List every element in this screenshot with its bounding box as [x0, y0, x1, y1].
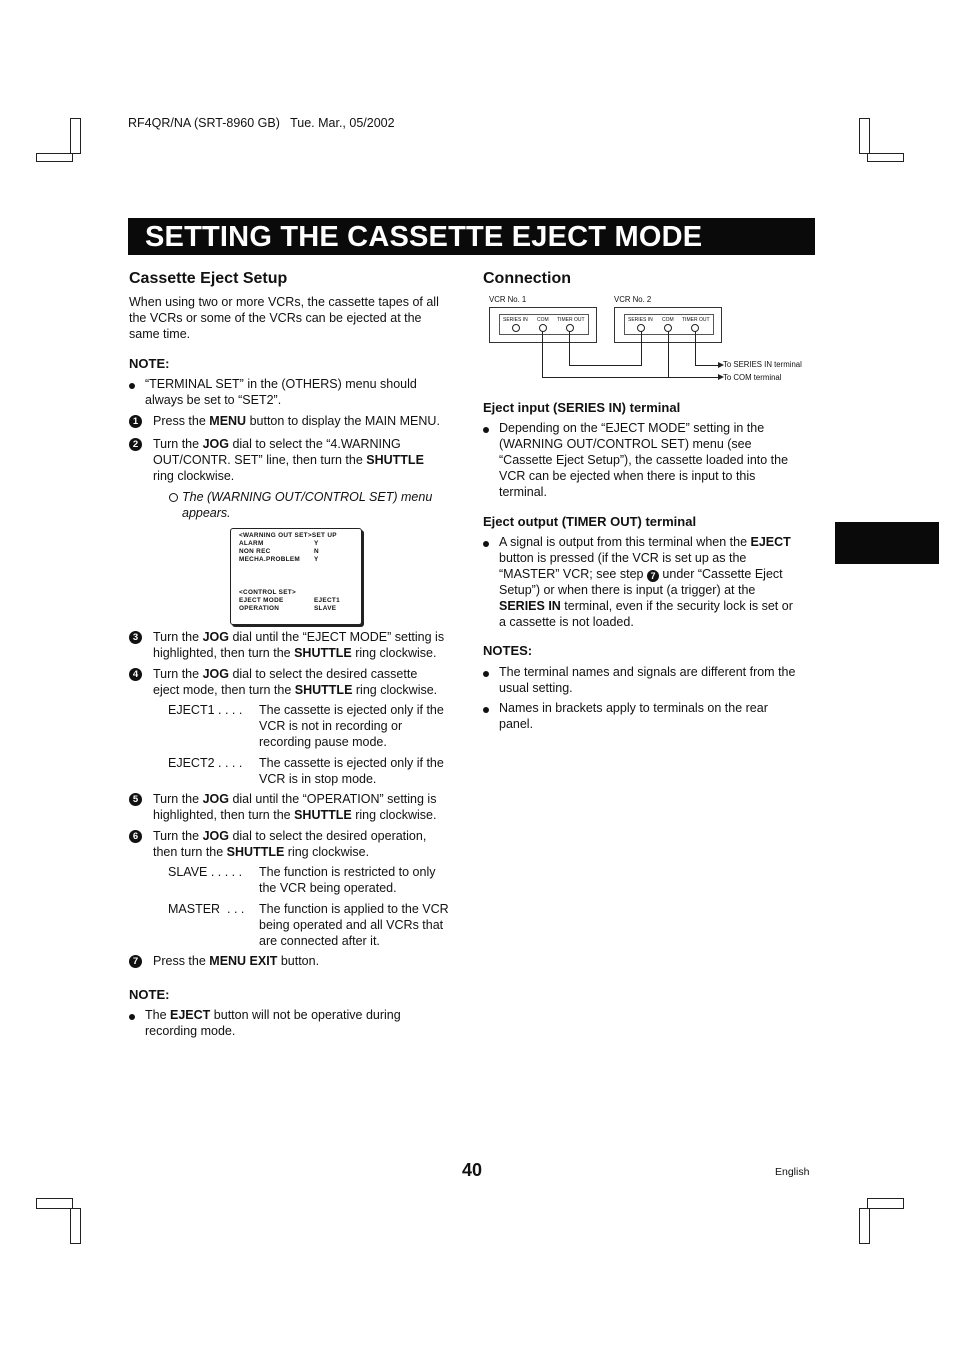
- text: dial until the “EJECT MODE” setting is: [228, 630, 445, 644]
- step-text: [153, 792, 436, 808]
- note-line: “TERMINAL SET” in the (OTHERS) menu should: [145, 377, 417, 391]
- body-line: VCR can be ejected when there is input to this: [499, 469, 756, 483]
- note-line: always be set to “SET2”.: [145, 393, 282, 407]
- text: OUT/CONTR. SET” line, then turn the: [153, 453, 367, 467]
- bold-text: MENU: [209, 414, 247, 428]
- note-line: [145, 1008, 401, 1024]
- text: highlighted, then turn the: [153, 808, 295, 822]
- result-circle-icon: [169, 493, 178, 502]
- bold-text: SHUTTLE: [294, 808, 352, 822]
- step-text: [153, 829, 426, 845]
- step-text: [153, 808, 436, 824]
- bold-text: SHUTTLE: [366, 453, 424, 467]
- note-line: Names in brackets apply to terminals on the rear: [499, 701, 768, 715]
- terminal-label: COM: [662, 317, 674, 323]
- bullet-dot: [483, 541, 489, 547]
- crop-mark: [859, 118, 870, 154]
- step-text: [153, 414, 440, 430]
- step-text: [153, 667, 417, 683]
- terminal-label: TIMER OUT: [557, 317, 585, 323]
- document-code: RF4QR/NA (SRT-8960 GB) Tue. Mar., 05/2002: [128, 116, 395, 130]
- crop-mark: [867, 1198, 904, 1209]
- text: under “Cassette Eject: [658, 567, 783, 581]
- note-line: usual setting.: [499, 681, 573, 695]
- text: ring clockwise.: [352, 683, 438, 697]
- text: Press the: [153, 414, 210, 428]
- text: Press the: [153, 954, 210, 968]
- text: button will not be operative during: [210, 1008, 401, 1022]
- screen-row: N: [314, 548, 319, 555]
- text: ring clockwise.: [284, 845, 370, 859]
- terminal-jack-icon: [539, 324, 547, 332]
- option-term: SLAVE . . . . .: [168, 865, 243, 879]
- option-desc: The function is applied to the VCR: [259, 902, 449, 916]
- wire-label: To SERIES IN terminal: [723, 360, 802, 369]
- step-5: [129, 792, 459, 824]
- step-number: 2: [129, 438, 142, 451]
- wire: [695, 365, 720, 366]
- body-line: [499, 599, 793, 615]
- wire: [668, 331, 669, 378]
- option-desc: VCR is not in recording or: [259, 719, 403, 733]
- notes-bullet: [483, 665, 813, 697]
- text: A signal is output from this terminal when the: [499, 535, 751, 549]
- screen-row: Y: [314, 540, 319, 547]
- bold-text: SHUTTLE: [226, 845, 285, 859]
- intro-line: the VCRs or some of the VCRs can be ejected at the: [129, 311, 422, 325]
- bold-text: JOG: [202, 792, 229, 806]
- text: terminal, even if the security lock is set or: [560, 599, 793, 613]
- text: dial to select the “4.WARNING: [228, 437, 401, 451]
- body-line: (WARNING OUT/CONTROL SET) menu (see: [499, 437, 752, 451]
- option-desc: are connected after it.: [259, 934, 380, 948]
- step-number: 1: [129, 415, 142, 428]
- text: The: [145, 1008, 171, 1022]
- connection-diagram: [485, 293, 815, 385]
- bold-text: JOG: [202, 667, 229, 681]
- text: Turn the: [153, 792, 203, 806]
- crop-mark: [36, 1198, 73, 1209]
- terminal-label: COM: [537, 317, 549, 323]
- page-number: 40: [462, 1160, 483, 1180]
- option-desc: The function is restricted to only: [259, 865, 436, 879]
- step-4: [129, 667, 459, 699]
- option-desc: The cassette is ejected only if the: [259, 756, 444, 770]
- step-text: [153, 453, 424, 469]
- crop-mark: [70, 118, 81, 154]
- section-heading: Cassette Eject Setup: [129, 270, 288, 287]
- option-desc: VCR is in stop mode.: [259, 772, 377, 786]
- vcr-label: VCR No. 1: [489, 295, 527, 304]
- crop-mark: [70, 1208, 81, 1244]
- note-heading: NOTE:: [129, 356, 170, 371]
- note-line: recording mode.: [145, 1024, 236, 1038]
- step-text: [153, 437, 401, 453]
- body-line: a cassette is not loaded.: [499, 615, 634, 629]
- body-line: [499, 567, 783, 583]
- step-text: ring clockwise.: [153, 469, 235, 483]
- step-7: [129, 954, 459, 970]
- option-term: EJECT1 . . . .: [168, 703, 243, 717]
- text: dial to select the desired operation,: [228, 829, 427, 843]
- notes-heading: NOTES:: [483, 643, 533, 658]
- body-line: terminal.: [499, 485, 547, 499]
- text: dial to select the desired cassette: [228, 667, 418, 681]
- menu-screen: [230, 528, 362, 625]
- step-text: [153, 845, 369, 861]
- bold-text: JOG: [202, 630, 229, 644]
- wire: [569, 365, 641, 366]
- terminal-jack-icon: [512, 324, 520, 332]
- text: “MASTER” VCR; see step: [499, 567, 647, 581]
- option-desc: The cassette is ejected only if the: [259, 703, 444, 717]
- screen-row: EJECT1: [314, 597, 340, 604]
- bullet-dot: [483, 671, 489, 677]
- bullet-dot: [129, 383, 135, 389]
- screen-row: SLAVE: [314, 605, 337, 612]
- screen-row: <CONTROL SET>: [239, 589, 297, 596]
- subsection-heading: Eject input (SERIES IN) terminal: [483, 400, 681, 415]
- bullet-dot: [483, 707, 489, 713]
- step-number: 3: [129, 631, 142, 644]
- note-bullet: [129, 1008, 459, 1040]
- note-bullet: [129, 377, 459, 409]
- bold-text: JOG: [202, 829, 229, 843]
- step-number: 7: [129, 955, 142, 968]
- crop-mark: [859, 1208, 870, 1244]
- body-line: Depending on the “EJECT MODE” setting in the: [499, 421, 765, 435]
- page-title: SETTING THE CASSETTE EJECT MODE: [145, 221, 703, 253]
- section-tab: [835, 522, 939, 564]
- bullet-dot: [483, 427, 489, 433]
- step-text: [153, 954, 319, 970]
- option-desc: being operated and all VCRs that: [259, 918, 444, 932]
- body-line: “Cassette Eject Setup”), the cassette loaded into the: [499, 453, 789, 467]
- step-number: 6: [129, 830, 142, 843]
- body-line: button is pressed (if the VCR is set up as the: [499, 551, 747, 565]
- step-6: [129, 829, 459, 861]
- screen-row: <WARNING OUT SET>SET UP: [239, 532, 337, 539]
- screen-row: ALARM: [239, 540, 264, 547]
- text: Turn the: [153, 437, 203, 451]
- bold-text: SERIES IN: [499, 599, 561, 613]
- bold-text: SHUTTLE: [294, 683, 353, 697]
- text: ring clockwise.: [351, 808, 437, 822]
- subsection-heading: Eject output (TIMER OUT) terminal: [483, 514, 697, 529]
- text: ring clockwise.: [351, 646, 437, 660]
- screen-row: MECHA.PROBLEM: [239, 556, 301, 563]
- body-line: [499, 535, 791, 551]
- step-1: [129, 414, 459, 430]
- note-heading: NOTE:: [129, 987, 170, 1002]
- option-desc: the VCR being operated.: [259, 881, 397, 895]
- result-line: appears.: [182, 506, 231, 520]
- option-term: EJECT2 . . . .: [168, 756, 243, 770]
- screen-row: EJECT MODE: [239, 597, 284, 604]
- step-2: [129, 437, 459, 485]
- eject-input-bullet: [483, 421, 813, 501]
- text: then turn the: [153, 845, 227, 859]
- text: Turn the: [153, 630, 203, 644]
- option-desc: recording pause mode.: [259, 735, 387, 749]
- body-line: Setup”) or when there is input (a trigger) at the: [499, 583, 756, 597]
- bold-text: EJECT: [170, 1008, 211, 1022]
- language-label: English: [775, 1166, 810, 1178]
- text: Turn the: [153, 829, 203, 843]
- wire: [542, 377, 720, 378]
- bold-text: MENU EXIT: [209, 954, 278, 968]
- text: button.: [277, 954, 320, 968]
- intro-line: same time.: [129, 327, 191, 341]
- terminal-label: SERIES IN: [628, 317, 653, 323]
- step-number: 5: [129, 793, 142, 806]
- step-ref-badge: 7: [647, 570, 659, 582]
- wire-label: To COM terminal: [723, 373, 782, 382]
- section-heading: Connection: [483, 270, 571, 287]
- vcr-label: VCR No. 2: [614, 295, 652, 304]
- terminal-jack-icon: [566, 324, 574, 332]
- screen-row: Y: [314, 556, 319, 563]
- screen-row: NON REC: [239, 548, 271, 555]
- result-line: The (WARNING OUT/CONTROL SET) menu: [182, 490, 433, 504]
- step-text: [153, 630, 444, 646]
- text: dial until the “OPERATION” setting is: [228, 792, 437, 806]
- bullet-dot: [129, 1014, 135, 1020]
- notes-bullet: [483, 701, 813, 733]
- eject-output-bullet: [483, 535, 813, 631]
- wire: [641, 331, 642, 366]
- crop-mark: [867, 153, 904, 162]
- wire: [695, 331, 696, 365]
- note-line: panel.: [499, 717, 534, 731]
- wire: [542, 331, 543, 377]
- screen-row: OPERATION: [239, 605, 280, 612]
- terminal-label: TIMER OUT: [682, 317, 710, 323]
- step-text: [153, 683, 437, 699]
- intro-line: When using two or more VCRs, the cassette tapes of all: [129, 295, 439, 309]
- text: highlighted, then turn the: [153, 646, 295, 660]
- bold-text: JOG: [202, 437, 229, 451]
- step-number: 4: [129, 668, 142, 681]
- text: Turn the: [153, 667, 203, 681]
- step-3: [129, 630, 459, 662]
- text: button to display the MAIN MENU.: [246, 414, 440, 428]
- vcr1-rear-panel: [489, 307, 597, 343]
- option-term: MASTER . . .: [168, 902, 245, 916]
- crop-mark: [36, 153, 73, 162]
- bold-text: SHUTTLE: [294, 646, 352, 660]
- text: eject mode, then turn the: [153, 683, 295, 697]
- step-text: [153, 646, 436, 662]
- note-line: The terminal names and signals are different from the: [499, 665, 796, 679]
- terminal-label: SERIES IN: [503, 317, 528, 323]
- wire: [569, 331, 570, 365]
- bold-text: EJECT: [750, 535, 791, 549]
